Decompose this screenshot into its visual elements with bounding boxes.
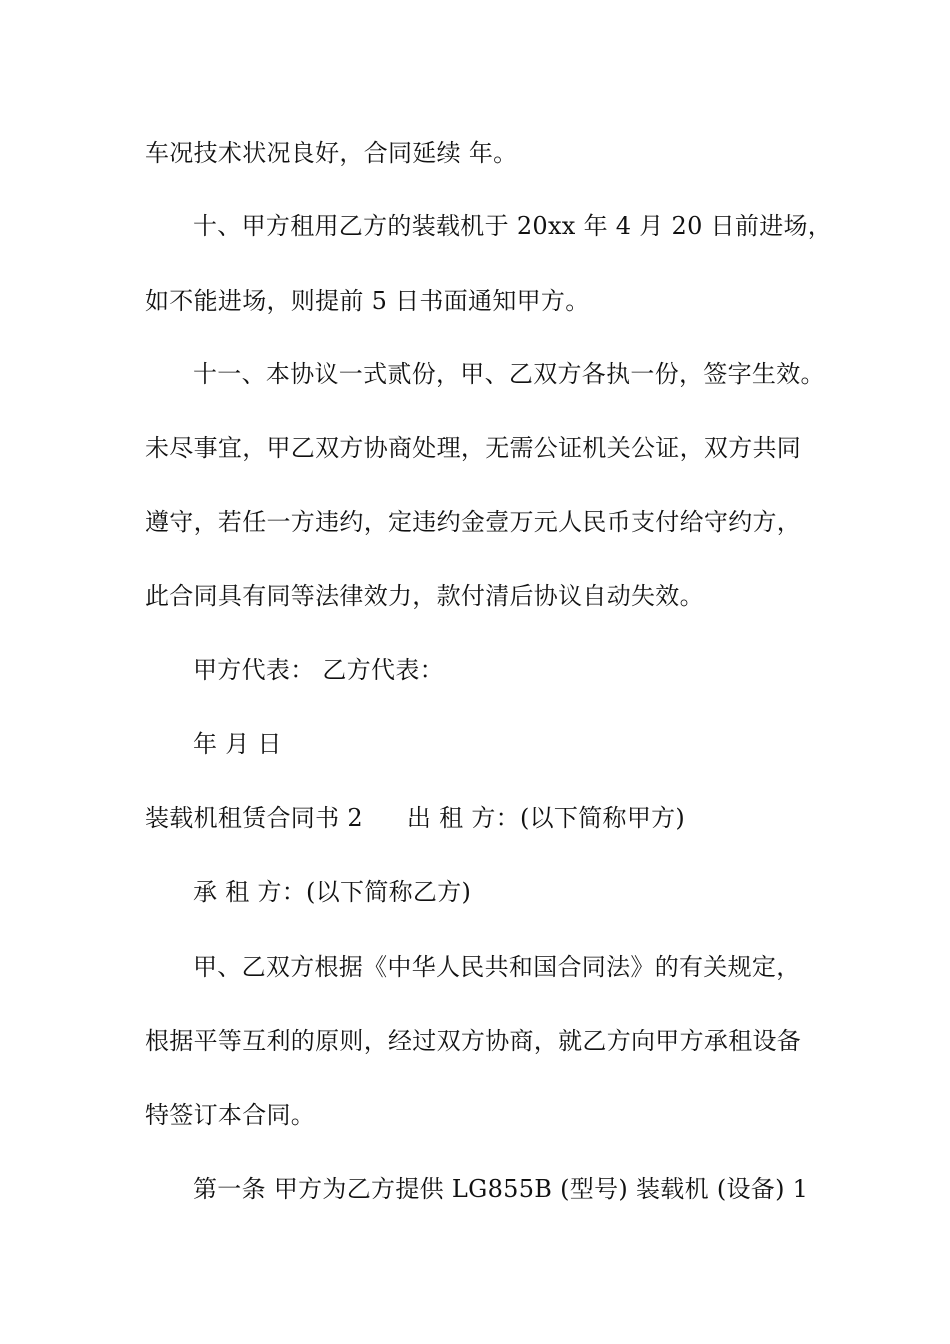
contract-two-heading-line xyxy=(145,802,835,834)
clause-eleven-line-4: 此合同具有同等法律效力，款付清后协议自动失效。 xyxy=(145,582,704,610)
article-one-line-1: 第一条 甲方为乙方提供 LG855B (型号) 装载机 (设备) 1 xyxy=(193,1175,809,1203)
signature-representatives: 甲方代表： 乙方代表： xyxy=(193,656,444,684)
clause-eleven-line-3: 遵守，若任一方违约，定违约金壹万元人民币支付给守约方， xyxy=(145,508,802,536)
clause-eleven-line-1: 十一、本协议一式贰份，甲、乙双方各执一份，签字生效。 xyxy=(193,360,825,388)
text-line-continuation: 车况技术状况良好，合同延续 年。 xyxy=(145,139,518,167)
clause-eleven-line-2: 未尽事宜，甲乙双方协商处理，无需公证机关公证，双方共同 xyxy=(145,434,802,462)
clause-ten-line-2: 如不能进场，则提前 5 日书面通知甲方。 xyxy=(145,287,590,315)
clause-ten-line-1: 十、甲方租用乙方的装载机于 20xx 年 4 月 20 日前进场， xyxy=(193,212,833,240)
contract-two-title: 装载机租赁合同书 2 xyxy=(145,804,363,832)
signature-date: 年 月 日 xyxy=(193,730,282,758)
lessor-party: 出 租 方：(以下简称甲方) xyxy=(406,804,686,832)
preamble-line-2: 根据平等互利的原则，经过双方协商，就乙方向甲方承租设备 xyxy=(145,1027,802,1055)
lessee-party: 承 租 方：(以下简称乙方) xyxy=(193,878,472,906)
preamble-line-3: 特签订本合同。 xyxy=(145,1101,316,1129)
preamble-line-1: 甲、乙双方根据《中华人民共和国合同法》的有关规定， xyxy=(193,953,801,981)
